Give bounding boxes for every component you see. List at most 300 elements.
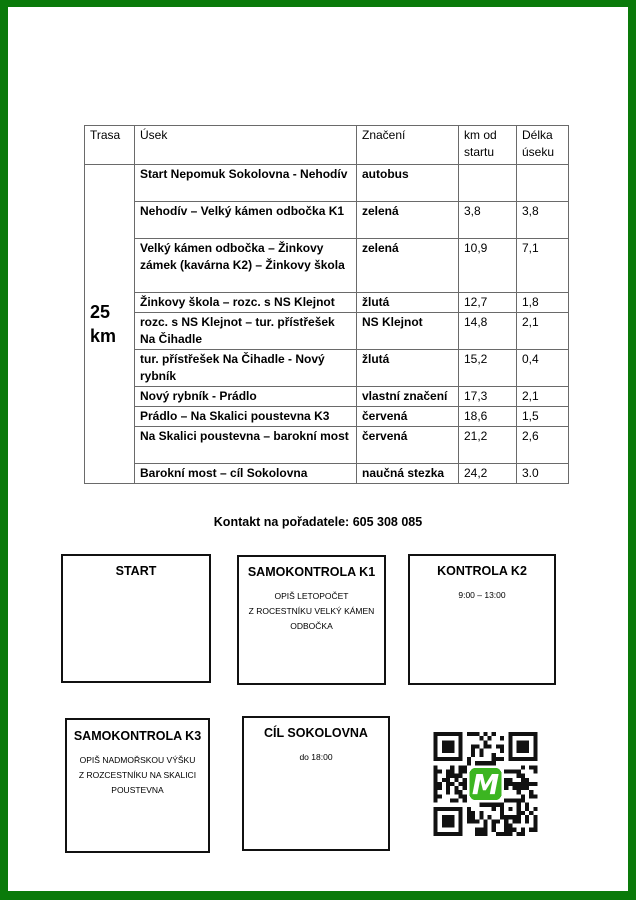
qr-module [521,732,525,736]
qr-module [517,790,521,794]
qr-module [479,815,483,819]
qr-module [521,757,525,761]
qr-module [446,732,450,736]
qr-module [434,828,438,832]
qr-module [442,778,446,782]
qr-module [458,828,462,832]
qr-module [529,794,533,798]
qr-module [508,744,512,748]
qr-module [492,753,496,757]
qr-module [483,832,487,836]
qr-module [450,807,454,811]
qr-module [438,794,442,798]
qr-module [496,803,500,807]
znaceni-cell: zelená [357,239,459,293]
qr-module [442,815,446,819]
qr-module [479,803,483,807]
qr-module [442,744,446,748]
qr-module [492,732,496,736]
qr-module [504,819,508,823]
delka-cell: 0,4 [517,350,569,387]
qr-module [521,786,525,790]
qr-module [500,744,504,748]
qr-module [434,794,438,798]
qr-module [483,819,487,823]
qr-module [508,782,512,786]
qr-module [434,774,438,778]
km-cell: 10,9 [459,239,517,293]
qr-module [508,815,512,819]
kontrola-k2-box [408,554,556,685]
qr-module [454,832,458,836]
znaceni-cell: NS Klejnot [357,313,459,350]
delka-cell: 2,1 [517,313,569,350]
qr-module [446,740,450,744]
qr-module [442,740,446,744]
qr-module [442,824,446,828]
qr-module [458,832,462,836]
qr-module [463,778,467,782]
km-cell: 17,3 [459,387,517,407]
qr-module [467,819,471,823]
qr-module [508,753,512,757]
qr-module [488,761,492,765]
qr-module [500,811,504,815]
qr-module [475,744,479,748]
qr-module [529,790,533,794]
qr-module [438,832,442,836]
qr-module [483,828,487,832]
table-row [85,313,569,350]
qr-module [529,782,533,786]
start-title: START [115,564,157,578]
qr-module [483,824,487,828]
table-row [85,293,569,313]
qr-module [442,757,446,761]
qr-module [434,744,438,748]
qr-module [434,790,438,794]
table-row [85,202,569,239]
qr-module [533,765,537,769]
qr-module [504,832,508,836]
qr-module [454,807,458,811]
qr-module [521,782,525,786]
qr-module [458,790,462,794]
qr-module [483,744,487,748]
qr-module [458,819,462,823]
header-trasa: Trasa [85,126,135,165]
qr-module [446,774,450,778]
usek-cell: rozc. s NS Klejnot – tur. přístřešek Na Čihadle [135,313,357,350]
qr-module [434,799,438,803]
route-table [84,125,569,484]
delka-cell: 2,1 [517,387,569,407]
qr-module [475,828,479,832]
qr-module [521,799,525,803]
qr-module [467,807,471,811]
qr-module [458,757,462,761]
qr-module [458,744,462,748]
qr-module [496,757,500,761]
qr-module [533,757,537,761]
qr-module [525,807,529,811]
qr-module [454,774,458,778]
qr-module [475,732,479,736]
qr-module [442,807,446,811]
qr-module [488,736,492,740]
qr-module [463,782,467,786]
qr-module [517,744,521,748]
znaceni-cell: žlutá [357,350,459,387]
header-usek: Úsek [135,126,357,165]
qr-code[interactable] [433,732,538,836]
qr-module [500,736,504,740]
qr-module [458,736,462,740]
qr-module [479,811,483,815]
qr-module [508,799,512,803]
qr-module [496,744,500,748]
qr-module [450,819,454,823]
qr-module [471,753,475,757]
qr-module [434,782,438,786]
qr-module [500,832,504,836]
qr-module [525,786,529,790]
k1-note-line-2: Z ROCESTNÍKU VELKÝ KÁMEN [248,606,375,616]
qr-module [434,807,438,811]
qr-module [488,803,492,807]
qr-module [446,749,450,753]
qr-module [467,757,471,761]
qr-module [525,744,529,748]
qr-module [517,786,521,790]
qr-module [492,824,496,828]
qr-module [513,819,517,823]
delka-cell: 3,8 [517,202,569,239]
usek-cell: Na Skalici poustevna – barokní most [135,427,357,464]
cil-title: CÍL SOKOLOVNA [264,726,368,740]
qr-module [442,749,446,753]
qr-module [479,828,483,832]
qr-module [454,778,458,782]
qr-module [513,828,517,832]
qr-module [533,749,537,753]
qr-module [450,815,454,819]
qr-module [479,832,483,836]
qr-module [463,794,467,798]
qr-module [434,819,438,823]
qr-module [533,769,537,773]
qr-module [458,769,462,773]
znaceni-cell: zelená [357,202,459,239]
table-row [85,239,569,293]
qr-module [450,765,454,769]
delka-cell: 1,5 [517,407,569,427]
k1-title: SAMOKONTROLA K1 [247,565,376,579]
samokontrola-k1-box [237,555,386,685]
qr-module [434,757,438,761]
qr-module [517,749,521,753]
qr-module [517,803,521,807]
qr-module [471,732,475,736]
qr-module [467,811,471,815]
start-box [61,554,211,683]
qr-module [475,819,479,823]
qr-module [533,794,537,798]
k3-note [67,753,208,798]
table-row [85,407,569,427]
qr-module [517,819,521,823]
qr-module [513,769,517,773]
k1-note-line-1: OPIŠ LETOPOČET [274,591,349,601]
qr-module [525,803,529,807]
qr-module [508,828,512,832]
trasa-cell: 25 km [85,165,135,484]
qr-module [446,824,450,828]
qr-module [504,769,508,773]
header-delka: Délka úseku [517,126,569,165]
qr-module [529,757,533,761]
qr-module [438,732,442,736]
qr-module [434,769,438,773]
qr-module [446,744,450,748]
qr-module [504,828,508,832]
k3-note-line-2: Z ROZCESTNÍKU NA SKALICI [78,770,197,780]
qr-module [467,815,471,819]
delka-cell: 2,6 [517,427,569,464]
qr-module [479,749,483,753]
qr-module [508,732,512,736]
qr-module [446,832,450,836]
qr-module [508,769,512,773]
qr-module [525,740,529,744]
qr-module [471,744,475,748]
header-km: km od startu [459,126,517,165]
qr-module [463,786,467,790]
qr-module [458,732,462,736]
k3-note-line-1: OPIŠ NADMOŘSKOU VÝŠKU [79,755,196,765]
qr-module [513,757,517,761]
qr-module [446,790,450,794]
qr-module [521,828,525,832]
qr-module [492,819,496,823]
qr-module [529,765,533,769]
qr-module [483,803,487,807]
delka-cell: 7,1 [517,239,569,293]
k2-note [410,588,554,603]
qr-module [492,757,496,761]
qr-module [479,761,483,765]
qr-module [463,799,467,803]
qr-module [508,740,512,744]
contact-line: Kontakt na pořadatele: 605 308 085 [213,515,423,529]
qr-module [517,740,521,744]
qr-module [500,807,504,811]
qr-module [446,778,450,782]
qr-module [446,782,450,786]
qr-module [521,778,525,782]
km-cell: 24,2 [459,464,517,484]
qr-module [504,799,508,803]
qr-module [513,782,517,786]
qr-module [450,782,454,786]
qr-module [517,811,521,815]
qr-module [434,811,438,815]
qr-module [508,736,512,740]
qr-module [438,757,442,761]
qr-module [446,815,450,819]
qr-module [500,803,504,807]
qr-module [458,807,462,811]
qr-module [467,761,471,765]
qr-module [483,740,487,744]
qr-module [504,782,508,786]
km-cell: 18,6 [459,407,517,427]
qr-module [450,740,454,744]
qr-module [496,832,500,836]
qr-module [521,765,525,769]
qr-module [458,815,462,819]
qr-module [471,749,475,753]
km-cell: 3,8 [459,202,517,239]
qr-module [438,769,442,773]
qr-module [517,815,521,819]
table-row [85,427,569,464]
qr-module [513,732,517,736]
qr-module [513,815,517,819]
km-cell: 14,8 [459,313,517,350]
qr-module [525,749,529,753]
k1-note [239,589,384,634]
qr-module [525,815,529,819]
qr-module [500,749,504,753]
km-cell [459,165,517,202]
qr-module [517,799,521,803]
qr-module [471,811,475,815]
qr-module [434,740,438,744]
qr-module [475,761,479,765]
qr-module [471,819,475,823]
qr-module [479,736,483,740]
qr-module [508,824,512,828]
table-row [85,464,569,484]
qr-module [450,732,454,736]
qr-module [450,757,454,761]
qr-module [492,807,496,811]
znaceni-cell: autobus [357,165,459,202]
qr-module [517,774,521,778]
qr-module [525,782,529,786]
qr-module [508,749,512,753]
znaceni-cell: červená [357,427,459,464]
qr-module [492,803,496,807]
qr-module [483,732,487,736]
qr-module [454,732,458,736]
qr-module [450,769,454,773]
qr-module [525,732,529,736]
qr-module [525,757,529,761]
qr-module [450,744,454,748]
qr-module [492,761,496,765]
delka-cell [517,165,569,202]
qr-module [488,744,492,748]
qr-module [517,757,521,761]
table-row [85,350,569,387]
qr-module [513,799,517,803]
qr-module [458,765,462,769]
mapy-logo-letter: M [471,769,500,801]
qr-module [434,749,438,753]
qr-module [496,819,500,823]
qr-module [458,824,462,828]
usek-cell: Nový rybník - Prádlo [135,387,357,407]
qr-module [463,769,467,773]
qr-module [525,819,529,823]
qr-module [521,794,525,798]
qr-module [442,732,446,736]
qr-module [504,786,508,790]
qr-module [517,807,521,811]
qr-module [508,778,512,782]
qr-module [454,790,458,794]
qr-module [454,799,458,803]
usek-cell: Barokní most – cíl Sokolovna [135,464,357,484]
qr-module [450,824,454,828]
qr-module [533,824,537,828]
znaceni-cell: žlutá [357,293,459,313]
usek-cell: Prádlo – Na Skalici poustevna K3 [135,407,357,427]
qr-module [438,782,442,786]
cil-sokolovna-box [242,716,390,851]
qr-module [450,774,454,778]
qr-module [504,824,508,828]
qr-module [504,778,508,782]
qr-module [517,782,521,786]
qr-module [442,819,446,823]
k2-title: KONTROLA K2 [437,564,527,578]
delka-cell: 1,8 [517,293,569,313]
qr-module [533,782,537,786]
qr-module [458,774,462,778]
qr-module [446,807,450,811]
mapy-logo-icon [469,768,501,801]
table-header-row [85,126,569,165]
qr-module [450,749,454,753]
qr-module [521,749,525,753]
qr-module [533,744,537,748]
km-cell: 12,7 [459,293,517,313]
qr-module [508,757,512,761]
usek-cell: tur. přístřešek Na Čihadle - Nový rybník [135,350,357,387]
qr-module [517,769,521,773]
usek-cell: Start Nepomuk Sokolovna - Nehodív [135,165,357,202]
qr-module [450,799,454,803]
qr-module [529,828,533,832]
qr-module [517,732,521,736]
qr-module [521,811,525,815]
usek-cell: Velký kámen odbočka – Žinkovy zámek (kavárna K2) – Žinkovy škola [135,239,357,293]
k1-note-line-3: ODBOČKA [290,621,333,631]
qr-module [450,832,454,836]
qr-module [521,744,525,748]
qr-module [434,832,438,836]
qr-module [483,761,487,765]
qr-module [454,757,458,761]
km-cell: 21,2 [459,427,517,464]
qr-module [458,811,462,815]
qr-module [434,732,438,736]
qr-module [475,832,479,836]
usek-cell: Nehodív – Velký kámen odbočka K1 [135,202,357,239]
